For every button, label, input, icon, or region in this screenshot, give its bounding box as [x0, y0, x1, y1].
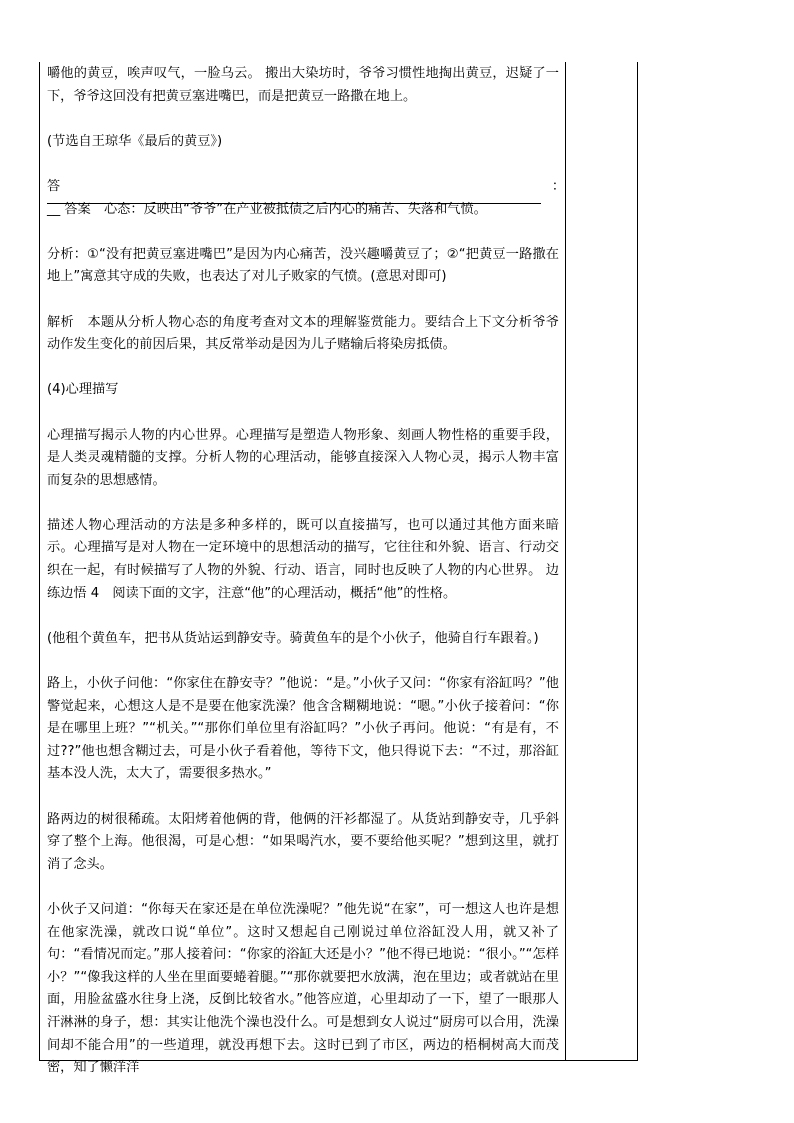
- answer-colon: ：: [551, 178, 565, 194]
- blank-underline: [47, 203, 541, 204]
- answer-row: [47, 176, 565, 199]
- source-note: (节选自王琼华《最后的黄豆》): [47, 133, 223, 149]
- answer-text: __ 答案 心态：反映出“爷爷”在产业被抵债之后内心的痛苦、失落和气愤。: [47, 201, 487, 217]
- answer-label: 答: [47, 178, 61, 194]
- explanation-paragraph: 解析 本题从分析人物心态的角度考查对文本的理解鉴赏能力。要结合上下文分析爷爷动作发生变化的前因后果，其反常举动是因为儿子赌输后将染房抵债。: [47, 314, 559, 353]
- section-heading: (4)心理描写: [47, 382, 119, 398]
- column-divider: [565, 62, 566, 1061]
- answer-blank-line: [47, 199, 559, 222]
- psychology-method-paragraph: 描述人物心理活动的方法是多种多样的，既可以直接描写，也可以通过其他方面来暗示。心理描写是对人物在一定环境中的思想活动的描写，它往往和外貌、语言、行动交织在一起，有时候描写了人物的外貌、行动、语言，同时也反映了人物的内心世界。 边练边悟 4 阅读下面的文字，注意“他”的心理活动，概括“他”的性格。: [47, 517, 559, 601]
- reading-paragraph-1: 路上，小伙子问他：“你家住在静安寺？”他说：“是。”小伙子又问：“你家有浴缸吗？”他警觉起来，心想这人是不是要在他家洗澡？他含含糊糊地说：“嗯。”小伙子接着问：“你是在哪里上班？”“机关。”“那你们单位里有浴缸吗？”小伙子再问。他说：“有是有，不过??”他也想含糊过去，可是小伙子看着他，等待下文，他只得说下去：“不过，那浴缸基本没人洗，太大了，需要很多热水。”: [47, 676, 559, 782]
- reading-intro-paragraph: (他租个黄鱼车，把书从货站运到静安寺。骑黄鱼车的是个小伙子，他骑自行车跟着。): [47, 630, 539, 646]
- reading-paragraph-3: 小伙子又问道：“你每天在家还是在单位洗澡呢？”他先说“在家”，可一想这人也许是想在他家洗澡，就改口说“单位”。这时又想起自己刚说过单位浴缸没人用，就又补了句：“看情况而定。”那人接着问：“你家的浴缸大还是小？”他不得已地说：“很小。”“怎样小？”“像我这样的人坐在里面要蜷着腿。”“那你就要把水放满，泡在里边；或者就站在里面，用脸盆盛水往身上浇，反倒比较省水。”他答应道，心里却动了一下，望了一眼那人汗淋淋的身子，想：其实让他洗个澡也没什么。可是想到女人说过“厨房可以合用，洗澡间却不能合用”的一些道理，就没再想下去。这时已到了市区，两边的梧桐树高大而茂密，知了懒洋洋: [47, 901, 559, 1076]
- psychology-intro-paragraph: 心理描写揭示人物的内心世界。心理描写是塑造人物形象、刻画人物性格的重要手段，是人类灵魂精髓的支撑。分析人物的心理活动，能够直接深入人物心灵，揭示人物丰富而复杂的思想感情。: [47, 427, 559, 488]
- analysis-paragraph: 分析：①“没有把黄豆塞进嘴巴”是因为内心痛苦，没兴趣嚼黄豆了；②“把黄豆一路撒在地上”寓意其守成的失败，也表达了对儿子败家的气愤。(意思对即可): [47, 246, 559, 285]
- paragraph-story-end: 嚼他的黄豆，唉声叹气，一脸乌云。 搬出大染坊时，爷爷习惯性地掏出黄豆，迟疑了一下，爷爷这回没有把黄豆塞进嘴巴，而是把黄豆一路撒在地上。: [47, 66, 559, 104]
- reading-paragraph-2: 路两边的树很稀疏。太阳烤着他俩的背，他俩的汗衫都湿了。从货站到静安寺，几乎斜穿了整个上海。他很渴，可是心想：“如果喝汽水，要不要给他买呢？”想到这里，就打消了念头。: [47, 811, 559, 872]
- document-body: [47, 63, 565, 1102]
